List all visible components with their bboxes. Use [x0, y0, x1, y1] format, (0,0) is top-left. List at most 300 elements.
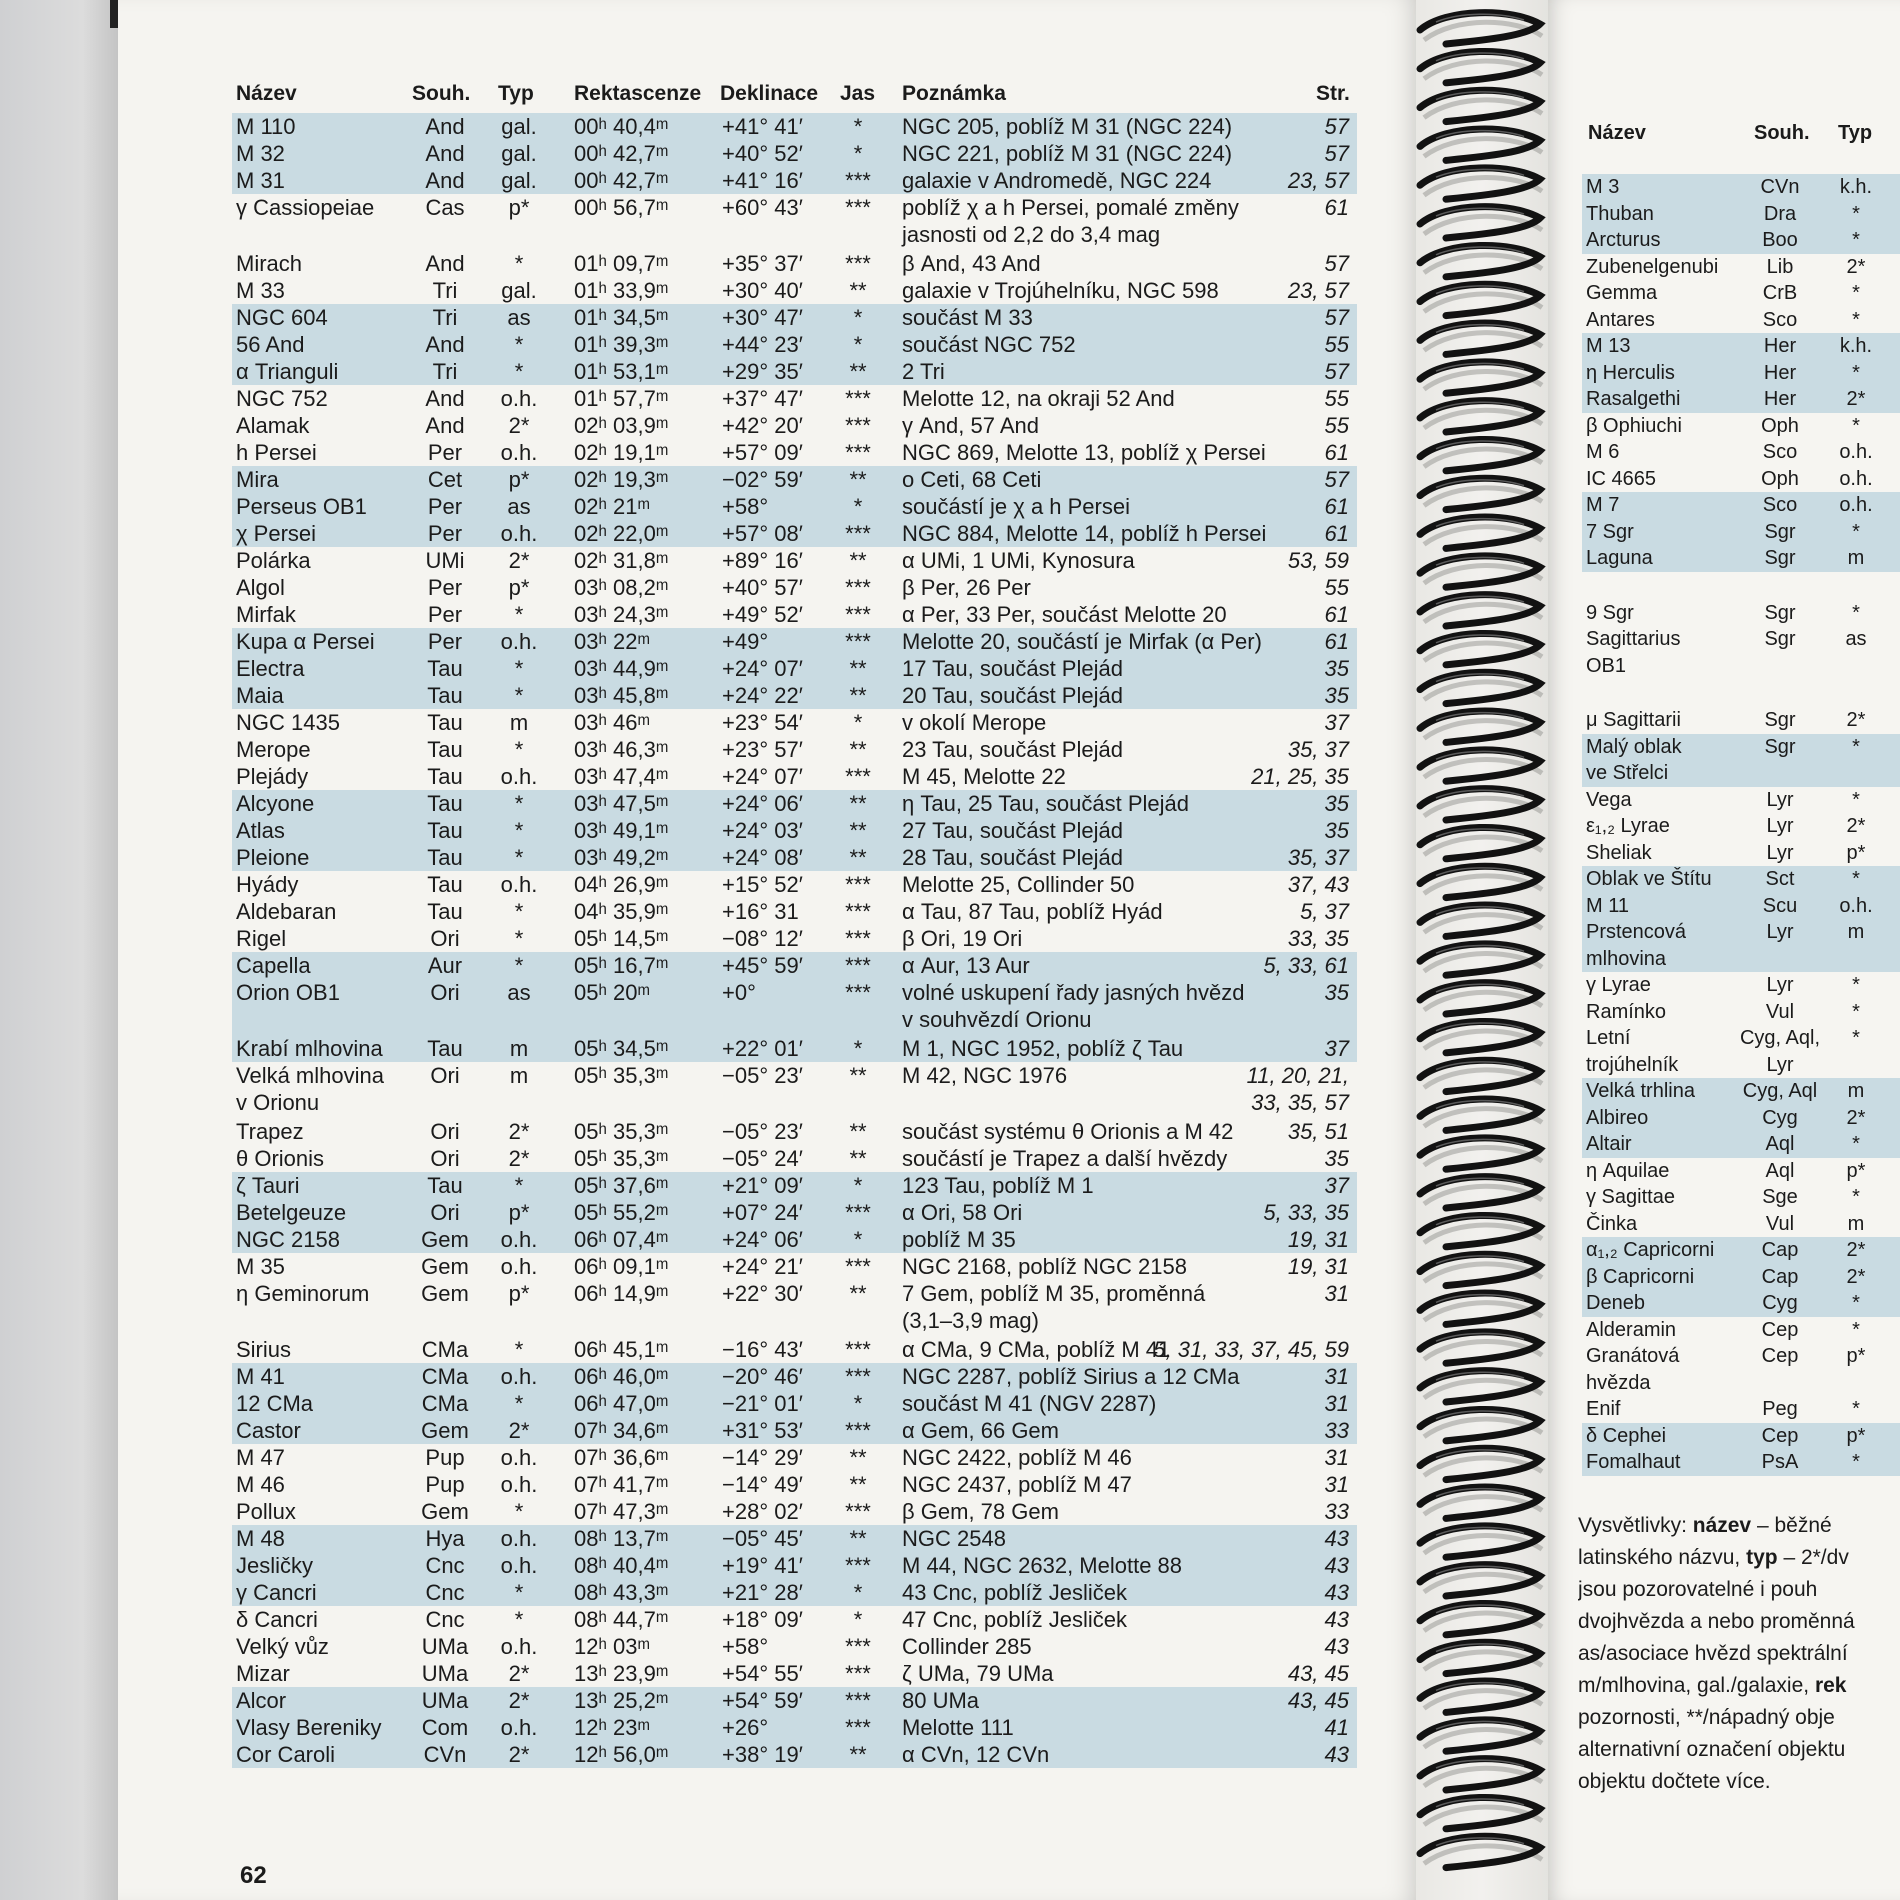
- cell-constellation: Hya: [425, 1526, 465, 1551]
- cell-name: γ Cancri: [236, 1580, 317, 1605]
- cell-name: Mirach: [236, 251, 303, 276]
- cell-name: Oblak ve Štítu: [1586, 868, 1712, 890]
- cell-name: v Orionu: [236, 1090, 320, 1115]
- cell-constellation: Per: [427, 575, 463, 600]
- cell-name: Malý oblak: [1586, 735, 1682, 758]
- cell-right-ascension: 05ʰ 34,5ᵐ: [574, 1036, 669, 1061]
- cell-type: 2*: [508, 548, 530, 573]
- cell-note: poblíž χ a h Persei, pomalé změny: [902, 195, 1239, 220]
- table-row: [1582, 972, 1900, 999]
- table-row: [232, 925, 1357, 952]
- cell-type: o.h.: [500, 1364, 538, 1389]
- table-row: [232, 682, 1357, 709]
- cell-declination: +40° 52′: [722, 141, 803, 166]
- cell-name: Alcyone: [236, 791, 315, 816]
- cell-name: M 7: [1586, 494, 1620, 516]
- cell-constellation: CMa: [421, 1391, 469, 1416]
- cell-right-ascension: 05ʰ 35,3ᵐ: [574, 1119, 669, 1144]
- cell-brightness: **: [849, 1146, 867, 1171]
- cell-brightness: ***: [845, 575, 871, 600]
- cell-declination: +24° 21′: [722, 1254, 803, 1279]
- cell-type: *: [1852, 202, 1860, 225]
- cell-declination: +49° 52′: [722, 602, 803, 627]
- cell-right-ascension: 07ʰ 47,3ᵐ: [574, 1499, 669, 1524]
- cell-page: 35, 37: [1287, 845, 1349, 870]
- table-row: [232, 1118, 1357, 1145]
- cell-brightness: ***: [845, 195, 871, 220]
- cell-page: 61: [1324, 440, 1349, 465]
- cell-brightness: ***: [845, 440, 871, 465]
- table-row: [1582, 787, 1900, 814]
- cell-constellation: Cep: [1761, 1345, 1799, 1367]
- cell-type: *: [1852, 1398, 1860, 1420]
- cell-constellation: Per: [427, 440, 463, 465]
- cell-name: η Geminorum: [236, 1281, 370, 1306]
- cell-brightness: ***: [845, 1499, 871, 1524]
- cell-constellation: Peg: [1762, 1398, 1798, 1420]
- cell-name: Sirius: [236, 1337, 292, 1362]
- cell-name: OB1: [1586, 654, 1627, 677]
- cell-name: Electra: [236, 656, 305, 681]
- table-row: [1582, 1396, 1900, 1423]
- cell-constellation: Lyr: [1766, 841, 1794, 864]
- cell-name: Velká mlhovina: [236, 1063, 384, 1088]
- cell-note: poblíž M 35: [902, 1227, 1016, 1252]
- cell-constellation: UMa: [421, 1688, 469, 1713]
- cell-name: NGC 1435: [236, 710, 340, 735]
- cell-note: NGC 884, Melotte 14, poblíž h Persei: [902, 521, 1267, 546]
- cell-right-ascension: 01ʰ 33,9ᵐ: [574, 278, 669, 303]
- cell-brightness: ***: [845, 251, 871, 276]
- cell-type: p*: [508, 1281, 530, 1306]
- cell-constellation: Tau: [427, 710, 463, 735]
- cell-name: Altair: [1586, 1133, 1632, 1155]
- right-header-constellation: Souh.: [1754, 122, 1810, 144]
- cell-brightness: ***: [845, 1364, 871, 1389]
- cell-declination: +07° 24′: [722, 1200, 803, 1225]
- cell-note: α Gem, 66 Gem: [902, 1418, 1059, 1443]
- cell-constellation: Cas: [425, 195, 465, 220]
- cell-right-ascension: 00ʰ 42,7ᵐ: [574, 141, 669, 166]
- cell-constellation: Ori: [430, 1119, 460, 1144]
- cell-name: χ Persei: [236, 521, 317, 546]
- cell-right-ascension: 05ʰ 35,3ᵐ: [574, 1063, 669, 1088]
- cell-declination: +54° 55′: [722, 1661, 803, 1686]
- cell-type: *: [1852, 1292, 1860, 1314]
- cell-declination: +22° 01′: [722, 1036, 803, 1061]
- cell-type: 2*: [1846, 255, 1866, 278]
- cell-type: gal.: [501, 141, 537, 166]
- cell-name: M 35: [236, 1254, 285, 1279]
- cell-right-ascension: 06ʰ 45,1ᵐ: [574, 1337, 669, 1362]
- cell-constellation: And: [425, 386, 465, 411]
- header-page: Str.: [1316, 82, 1350, 105]
- cell-right-ascension: 06ʰ 09,1ᵐ: [574, 1254, 669, 1279]
- cell-note: Melotte 25, Collinder 50: [902, 872, 1135, 897]
- cell-name: Letní: [1586, 1027, 1631, 1049]
- cell-name: Velká trhlina: [1586, 1080, 1695, 1102]
- cell-type: o.h.: [500, 764, 538, 789]
- cell-declination: −02° 59′: [722, 467, 803, 492]
- legend-text: – 2*/dv: [1777, 1546, 1849, 1569]
- cell-constellation: Tau: [427, 791, 463, 816]
- cell-brightness: *: [853, 710, 863, 735]
- cell-type: m: [509, 1036, 529, 1061]
- table-row: [232, 1606, 1357, 1633]
- cell-right-ascension: 03ʰ 24,3ᵐ: [574, 602, 669, 627]
- cell-note: součást NGC 752: [902, 332, 1076, 357]
- cell-constellation: Gem: [421, 1418, 469, 1443]
- cell-name: Rasalgethi: [1586, 388, 1681, 410]
- cell-name: Ramínko: [1586, 1000, 1667, 1023]
- cell-constellation: Tau: [427, 764, 463, 789]
- cell-brightness: ***: [845, 1254, 871, 1279]
- cell-name: Atlas: [236, 818, 285, 843]
- cell-constellation: Vul: [1765, 1212, 1795, 1235]
- cell-name: Deneb: [1586, 1292, 1645, 1314]
- cell-declination: +49°: [722, 629, 769, 654]
- cell-name: Laguna: [1586, 547, 1653, 569]
- previous-page-edge: [0, 0, 118, 1900]
- cell-page: 61: [1324, 629, 1349, 654]
- cell-name: Alamak: [236, 413, 310, 438]
- cell-brightness: ***: [845, 1715, 871, 1740]
- cell-type: o.h.: [500, 1254, 538, 1279]
- cell-name: M 31: [236, 168, 285, 193]
- cell-note: Melotte 20, součástí je Mirfak (α Per): [902, 629, 1262, 654]
- cell-type: *: [1852, 1186, 1860, 1208]
- cell-name: Cor Caroli: [236, 1742, 336, 1767]
- cell-page: 19, 31: [1287, 1227, 1349, 1252]
- cell-page: 43: [1324, 1580, 1349, 1605]
- table-row: [1582, 1264, 1900, 1291]
- cell-page: 35: [1324, 818, 1349, 843]
- cell-brightness: **: [849, 1742, 867, 1767]
- cell-declination: −05° 23′: [722, 1063, 803, 1088]
- cell-note: součástí je χ a h Persei: [902, 494, 1130, 519]
- legend-term: rek: [1814, 1674, 1847, 1697]
- cell-constellation: Tau: [427, 737, 463, 762]
- cell-name: IC 4665: [1586, 467, 1657, 490]
- cell-name: μ Sagittarii: [1586, 709, 1681, 731]
- table-row: [1582, 866, 1900, 893]
- cell-note: β Gem, 78 Gem: [902, 1499, 1059, 1524]
- cell-type: p*: [508, 195, 530, 220]
- cell-constellation: Cnc: [425, 1553, 465, 1578]
- cell-name: ζ Tauri: [236, 1173, 300, 1198]
- cell-type: o.h.: [500, 1227, 538, 1252]
- cell-declination: +19° 41′: [722, 1553, 803, 1578]
- table-row: [232, 520, 1357, 547]
- cell-name: 7 Sgr: [1586, 520, 1634, 543]
- cell-page: 35: [1324, 1146, 1349, 1171]
- cell-type: *: [514, 791, 524, 816]
- table-row: [232, 1336, 1357, 1363]
- cell-note: ζ UMa, 79 UMa: [902, 1661, 1054, 1686]
- cell-name: Hyády: [236, 872, 299, 897]
- cell-note: M 44, NGC 2632, Melotte 88: [902, 1553, 1183, 1578]
- cell-name: γ Lyrae: [1586, 974, 1651, 996]
- cell-note: galaxie v Trojúhelníku, NGC 598: [902, 278, 1219, 303]
- cell-brightness: **: [849, 683, 867, 708]
- cell-type: m: [1847, 1212, 1865, 1235]
- cell-constellation: Pup: [425, 1445, 465, 1470]
- cell-declination: +58°: [722, 1634, 769, 1659]
- cell-page: 43: [1324, 1553, 1349, 1578]
- cell-constellation: Tau: [427, 1036, 463, 1061]
- cell-page: 57: [1324, 305, 1349, 330]
- cell-type: *: [514, 359, 524, 384]
- cell-type: o.h.: [500, 1553, 538, 1578]
- cell-type: *: [1852, 308, 1860, 331]
- cell-type: o.h.: [500, 872, 538, 897]
- cell-constellation: UMi: [425, 548, 465, 573]
- cell-declination: +24° 07′: [722, 656, 803, 681]
- cell-constellation: CVn: [1760, 176, 1800, 198]
- cell-constellation: Vul: [1765, 1000, 1795, 1023]
- cell-type: o.h.: [500, 521, 538, 546]
- cell-name: γ Cassiopeiae: [236, 195, 375, 220]
- cell-note: M 42, NGC 1976: [902, 1063, 1068, 1088]
- cell-declination: −20° 46′: [722, 1364, 803, 1389]
- table-row: [1582, 707, 1900, 734]
- cell-type: *: [514, 899, 524, 924]
- table-row: [232, 1226, 1357, 1253]
- cell-constellation: Sgr: [1764, 601, 1796, 624]
- cell-declination: −14° 29′: [722, 1445, 803, 1470]
- cell-type: *: [514, 926, 524, 951]
- cell-right-ascension: 00ʰ 40,4ᵐ: [574, 114, 669, 139]
- cell-constellation: Sct: [1765, 868, 1795, 890]
- cell-name: Velký vůz: [236, 1634, 329, 1659]
- cell-type: o.h.: [500, 440, 538, 465]
- cell-declination: +44° 23′: [722, 332, 803, 357]
- cell-declination: +0°: [722, 980, 756, 1005]
- cell-type: o.h.: [500, 1526, 538, 1551]
- cell-constellation: And: [425, 168, 465, 193]
- cell-constellation: CMa: [421, 1364, 469, 1389]
- cell-constellation: PsA: [1761, 1451, 1799, 1473]
- cell-right-ascension: 03ʰ 49,2ᵐ: [574, 845, 669, 870]
- cell-constellation: Sge: [1762, 1186, 1798, 1208]
- cell-note: 27 Tau, součást Plejád: [902, 818, 1123, 843]
- cell-page: 41: [1324, 1715, 1349, 1740]
- cell-brightness: ***: [845, 1418, 871, 1443]
- cell-right-ascension: 03ʰ 47,5ᵐ: [574, 791, 669, 816]
- cell-note: M 45, Melotte 22: [902, 764, 1066, 789]
- cell-constellation: Lyr: [1766, 1053, 1794, 1076]
- cell-constellation: Per: [427, 521, 463, 546]
- cell-type: o.h.: [1839, 467, 1873, 490]
- table-row: [232, 194, 1357, 250]
- table-row: [232, 1145, 1357, 1172]
- cell-right-ascension: 01ʰ 53,1ᵐ: [574, 359, 669, 384]
- cell-page: 57: [1324, 251, 1349, 276]
- cell-note: 47 Cnc, poblíž Jesliček: [902, 1607, 1127, 1632]
- table-row: [232, 250, 1357, 277]
- cell-right-ascension: 13ʰ 25,2ᵐ: [574, 1688, 669, 1713]
- table-row: [232, 1390, 1357, 1417]
- table-row: [232, 439, 1357, 466]
- cell-type: o.h.: [500, 1472, 538, 1497]
- cell-brightness: **: [849, 845, 867, 870]
- cell-constellation: Ori: [430, 980, 460, 1005]
- cell-constellation: Cyg: [1762, 1292, 1798, 1314]
- cell-constellation: Her: [1763, 361, 1797, 384]
- cell-type: *: [514, 251, 524, 276]
- cell-note: NGC 205, poblíž M 31 (NGC 224): [902, 114, 1233, 139]
- cell-right-ascension: 05ʰ 14,5ᵐ: [574, 926, 669, 951]
- table-row: [1582, 626, 1900, 679]
- cell-declination: +37° 47′: [722, 386, 803, 411]
- cell-right-ascension: 00ʰ 42,7ᵐ: [574, 168, 669, 193]
- cell-name: Sagittarius: [1586, 628, 1681, 650]
- cell-declination: +22° 30′: [722, 1281, 803, 1306]
- cell-note: γ And, 57 And: [902, 413, 1039, 438]
- cell-page: 35: [1324, 791, 1349, 816]
- cell-declination: −05° 45′: [722, 1526, 803, 1551]
- cell-name: Antares: [1586, 308, 1655, 331]
- cell-page: 23, 57: [1287, 278, 1349, 303]
- table-row: [1582, 1290, 1900, 1317]
- cell-name: M 3: [1586, 176, 1620, 198]
- table-row: [232, 736, 1357, 763]
- cell-type: 2*: [1846, 1239, 1866, 1261]
- cell-note: 20 Tau, součást Plejád: [902, 683, 1123, 708]
- cell-constellation: UMa: [421, 1661, 469, 1686]
- cell-page: 5, 33, 61: [1263, 953, 1349, 978]
- cell-note: Collinder 285: [902, 1634, 1032, 1659]
- cell-constellation: Per: [427, 629, 463, 654]
- cell-type: *: [1852, 974, 1860, 996]
- table-row: [232, 817, 1357, 844]
- cell-right-ascension: 03ʰ 44,9ᵐ: [574, 656, 669, 681]
- cell-type: m: [1847, 547, 1865, 569]
- cell-name: Granátová: [1586, 1345, 1680, 1367]
- cell-declination: +54° 59′: [722, 1688, 803, 1713]
- cell-constellation: Cap: [1761, 1239, 1799, 1261]
- cell-right-ascension: 13ʰ 23,9ᵐ: [574, 1661, 669, 1686]
- cell-name: h Persei: [236, 440, 317, 465]
- cell-page: 57: [1324, 114, 1349, 139]
- cell-declination: +35° 37′: [722, 251, 803, 276]
- cell-right-ascension: 00ʰ 56,7ᵐ: [574, 195, 669, 220]
- table-row: [232, 304, 1357, 331]
- table-row: [232, 277, 1357, 304]
- table-row: [232, 1035, 1357, 1062]
- cell-brightness: **: [849, 548, 867, 573]
- cell-page: 31: [1324, 1445, 1349, 1470]
- cell-right-ascension: 01ʰ 57,7ᵐ: [574, 386, 669, 411]
- table-row: [232, 1444, 1357, 1471]
- cell-name: Algol: [236, 575, 285, 600]
- cell-type: *: [514, 683, 524, 708]
- legend-text: pozornosti, **/nápadný obje: [1578, 1706, 1835, 1729]
- cell-name: M 32: [236, 141, 285, 166]
- cell-brightness: *: [853, 332, 863, 357]
- table-row: [1582, 227, 1900, 254]
- cell-type: 2*: [508, 1661, 530, 1686]
- cell-name: Thuban: [1586, 202, 1654, 225]
- table-row: [232, 493, 1357, 520]
- cell-constellation: Tau: [427, 818, 463, 843]
- cell-type: *: [514, 656, 524, 681]
- cell-page: 57: [1324, 467, 1349, 492]
- cell-page: 61: [1324, 602, 1349, 627]
- cell-constellation: UMa: [421, 1634, 469, 1659]
- cell-type: 2*: [508, 1742, 530, 1767]
- cell-name: η Herculis: [1586, 361, 1675, 384]
- table-row: [232, 385, 1357, 412]
- cell-page: 35: [1324, 683, 1349, 708]
- cell-constellation: Tau: [427, 899, 463, 924]
- table-row: [1582, 1131, 1900, 1158]
- cell-name: Sheliak: [1586, 841, 1652, 864]
- table-row: [232, 574, 1357, 601]
- cell-name: Fomalhaut: [1586, 1451, 1681, 1473]
- cell-note: η Tau, 25 Tau, součást Plejád: [902, 791, 1190, 816]
- table-row: [232, 628, 1357, 655]
- cell-brightness: **: [849, 656, 867, 681]
- legend-text: m/mlhovina, gal./galaxie,: [1578, 1674, 1815, 1697]
- cell-constellation: Tri: [432, 359, 458, 384]
- cell-declination: +24° 08′: [722, 845, 803, 870]
- cell-type: m: [509, 1063, 529, 1088]
- table-row: [1582, 1078, 1900, 1105]
- cell-name: Polárka: [236, 548, 311, 573]
- cell-page: 55: [1324, 332, 1349, 357]
- table-row: [232, 1253, 1357, 1280]
- cell-name: Mirfak: [236, 602, 296, 627]
- cell-type: *: [514, 1337, 524, 1362]
- cell-constellation: Sco: [1762, 308, 1798, 331]
- page-number: 62: [240, 1862, 267, 1889]
- cell-type: *: [514, 737, 524, 762]
- cell-note: α CVn, 12 CVn: [902, 1742, 1050, 1767]
- cell-type: as: [1845, 628, 1867, 650]
- cell-type: p*: [508, 575, 530, 600]
- cell-brightness: ***: [845, 602, 871, 627]
- cell-type: *: [1852, 282, 1860, 304]
- cell-constellation: Aql: [1765, 1159, 1795, 1182]
- cell-type: o.h.: [1839, 441, 1873, 463]
- cell-brightness: *: [853, 114, 863, 139]
- table-row: [232, 1172, 1357, 1199]
- table-row: [1582, 307, 1900, 334]
- cell-constellation: Sco: [1762, 441, 1798, 463]
- cell-name: 12 CMa: [236, 1391, 314, 1416]
- header-constellation: Souh.: [412, 82, 471, 105]
- cell-type: 2*: [508, 1146, 530, 1171]
- cell-brightness: ***: [845, 926, 871, 951]
- cell-declination: −14° 49′: [722, 1472, 803, 1497]
- cell-note: v okolí Merope: [902, 710, 1047, 735]
- table-row: [1582, 999, 1900, 1026]
- cell-name: 56 And: [236, 332, 305, 357]
- cell-name: Vlasy Bereniky: [236, 1715, 382, 1740]
- cell-note: α Aur, 13 Aur: [902, 953, 1030, 978]
- cell-note: v souhvězdí Orionu: [902, 1007, 1092, 1032]
- cell-right-ascension: 02ʰ 19,1ᵐ: [574, 440, 669, 465]
- cell-right-ascension: 03ʰ 49,1ᵐ: [574, 818, 669, 843]
- cell-name: Vega: [1586, 788, 1632, 811]
- cell-constellation: Tri: [432, 278, 458, 303]
- cell-declination: +18° 09′: [722, 1607, 803, 1632]
- cell-page: 31: [1324, 1364, 1349, 1389]
- cell-page: 43, 45: [1287, 1688, 1349, 1713]
- cell-name: Mizar: [236, 1661, 290, 1686]
- table-row: [232, 1741, 1357, 1768]
